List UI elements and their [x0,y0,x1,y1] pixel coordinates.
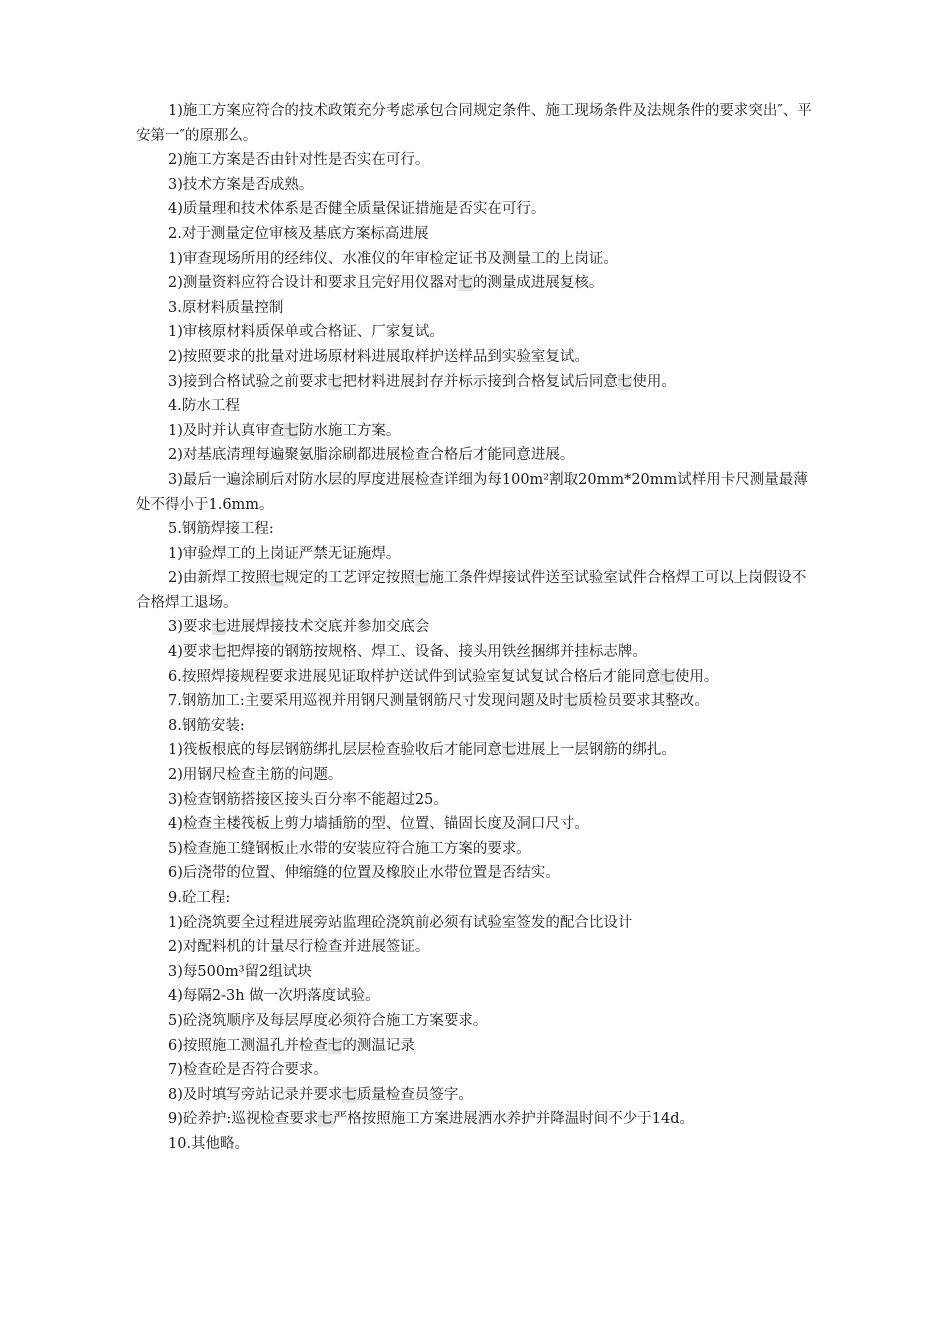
highlighted-char: 七 [327,373,343,390]
section-heading-3: 3.原材料质量控制 [168,299,284,316]
paragraph-39: 9)砼养护:巡视检查要求七严格按照施工方案进展洒水养护并降温时间不少于14d。 [168,1111,695,1128]
paragraph-18: 2)由新焊工按照七规定的工艺评定按照七施工条件焊接试件送至试验室试件合格焊工可以上岗假设不合格焊工退场。 [136,570,807,611]
highlighted-char: 七 [458,275,473,292]
paragraph-28: 5)检查施工缝钢板止水带的安装应符合施工方案的要求。 [168,840,531,857]
paragraph-26: 3)检查钢筋搭接区接头百分率不能超过25。 [168,791,448,808]
paragraph-11: 3)接到合格试验之前要求七把材料进展封存并标示接到合格复试后同意七使用。 [168,373,676,390]
paragraph-17: 1)审验焊工的上岗证严禁无证施焊。 [168,545,401,562]
highlighted-char: 七 [414,570,430,587]
paragraph-27: 4)检查主楼筏板上剪力墙插筋的型、位置、锚固长度及洞口尺寸。 [168,816,589,833]
paragraph-2: 2)施工方案是否由针对性是否实在可行。 [168,152,430,169]
paragraph-34: 4)每隔2-3h 做一次坍落度试验。 [168,988,380,1005]
highlighted-char: 七 [660,668,675,685]
paragraph-35: 5)砼浇筑顺序及每层厚度必须符合施工方案要求。 [168,1012,488,1029]
paragraph-33: 3)每500m³留2组试块 [168,963,312,980]
paragraph-6: 1)审查现场所用的经纬仪、水准仪的年审检定证书及测量工的上岗证。 [168,250,618,267]
section-heading-2: 2.对于测量定位审核及基底方案标高进展 [168,225,429,242]
highlighted-char: 七 [211,619,227,636]
section-heading-10: 10.其他略。 [168,1135,250,1152]
highlighted-char: 七 [269,570,285,587]
paragraph-38: 8)及时填写旁站记录并要求七质量检查员签字。 [168,1086,473,1103]
paragraph-14: 2)对基底清理每遍聚氨脂涂刷都进展检查合格后才能同意进展。 [168,447,575,464]
paragraph-7: 2)测量资料应符合设计和要求且完好用仪器对七的测量成进展复核。 [168,275,604,292]
paragraph-19: 3)要求七进展焊接技术交底并参加交底会 [168,619,430,636]
highlighted-char: 七 [327,1037,343,1054]
paragraph-13: 1)及时并认真审查七防水施工方案。 [168,422,401,439]
section-heading-5: 5.钢筋焊接工程: [168,521,274,538]
paragraph-15: 3)最后一遍涂刷后对防水层的厚度进展检查详细为每100m²割取20mm*20mm试样用卡尺测量最薄处不得小于1.6mm。 [136,471,808,513]
paragraph-36: 6)按照施工测温孔并检查七的测温记录 [168,1037,415,1054]
highlighted-char: 七 [284,422,299,439]
highlighted-char: 七 [211,644,227,661]
highlighted-char: 七 [617,373,633,390]
paragraph-37: 7)检查砼是否符合要求。 [168,1062,328,1079]
highlighted-char: 七 [342,1086,357,1103]
highlighted-char: 七 [501,742,517,759]
paragraph-10: 2)按照要求的批量对进场原材料进展取样护送样品到实验室复试。 [168,348,589,365]
section-heading-8: 8.钢筋安装: [168,717,245,734]
paragraph-32: 2)对配料机的计量尽行检查并进展签证。 [168,939,430,956]
paragraph-31: 1)砼浇筑要全过程进展旁站监理砼浇筑前必须有试验室签发的配合比设计 [168,914,633,931]
paragraph-20: 4)要求七把焊接的钢筋按规格、焊工、设备、接头用铁丝捆绑并挂标志牌。 [168,644,647,661]
paragraph-9: 1)审核原材料质保单或合格证、厂家复试。 [168,324,444,341]
paragraph-4: 4)质量理和技术体系是否健全质量保证措施是否实在可行。 [168,201,546,218]
paragraph-29: 6)后浇带的位置、伸缩缝的位置及橡胶止水带位置是否结实。 [168,865,560,882]
section-heading-6: 6.按照焊接规程要求进展见证取样护送试件到试验室复试复试合格后才能同意七使用。 [168,668,719,685]
paragraph-24: 1)筏板根底的每层钢筋绑扎层层检查验收后才能同意七进展上一层钢筋的绑扎。 [168,742,676,759]
section-heading-4: 4.防水工程 [168,398,240,415]
document-body [136,99,816,1157]
paragraph-1: 1)施工方案应符合的技术政策充分考虑承包合同规定条件、施工现场条件及法规条件的要求突出″、平安第一″的原那么。 [136,103,812,144]
paragraph-3: 3)技术方案是否成熟。 [168,176,314,193]
paragraph-25: 2)用钢尺检查主筋的问题。 [168,767,343,784]
section-heading-9: 9.砼工程: [168,890,231,906]
highlighted-char: 七 [318,1111,333,1128]
section-heading-7: 7.钢筋加工:主要采用巡视并用钢尺测量钢筋尺寸发现问题及时七质检员要求其整改。 [168,693,709,710]
highlighted-char: 七 [563,693,579,710]
